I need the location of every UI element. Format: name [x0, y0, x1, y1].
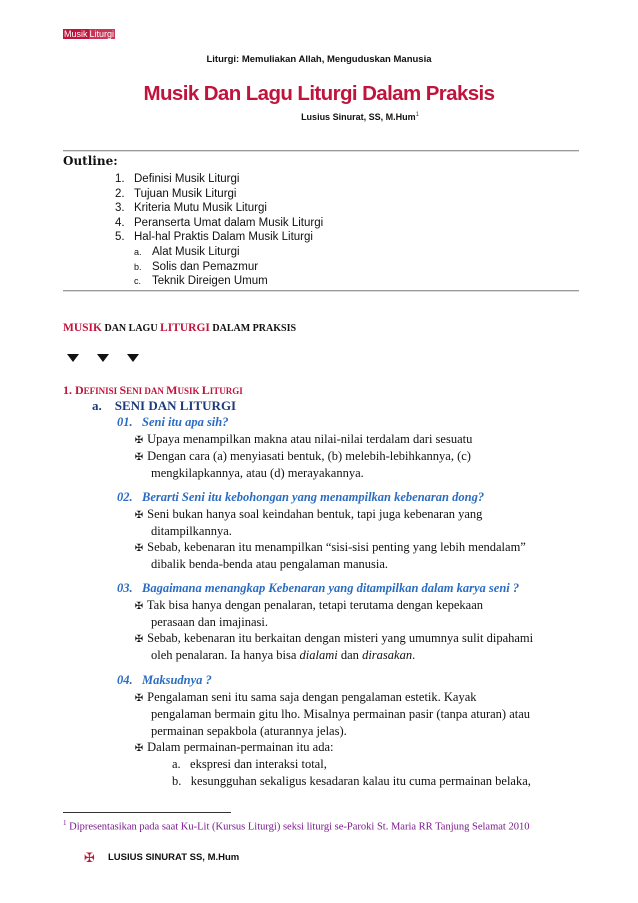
cross-bullet-icon: ✠: [134, 693, 144, 704]
cross-bullet-icon: ✠: [134, 543, 144, 554]
author-footnote-ref[interactable]: 1: [415, 112, 419, 118]
bullet-text: Dengan cara (a) menyiasati bentuk, (b) melebih-lebihkannya, (c): [147, 449, 471, 463]
cross-bullet-icon: ✠: [134, 743, 144, 754]
chapter-heading-part: USIK: [177, 386, 202, 396]
bullet-item: [134, 539, 526, 556]
chapter-heading-part: ITURGI: [209, 386, 243, 396]
bullet-item: [134, 739, 334, 756]
bullet-text: .: [412, 648, 416, 662]
outline-subitem-letter: b.: [134, 261, 142, 272]
outline-label: Outline:: [63, 154, 118, 168]
bullet-text: Dalam permainan-permainan itu ada:: [147, 740, 334, 754]
divider-top: [63, 150, 579, 152]
question-heading: 03. Bagaimana menangkap Kebenaran yang ditampilkan dalam karya seni ?: [117, 581, 520, 595]
cross-bullet-icon: ✠: [134, 452, 144, 463]
bullet-item: [134, 597, 483, 614]
running-title: Liturgi: Memuliakan Allah, Menguduskan Manusia: [206, 54, 432, 65]
footnote-separator: [63, 812, 231, 813]
outline-item-num: 5.: [115, 231, 125, 244]
chapter-heading-part: L: [201, 383, 210, 397]
chapter-heading-part: D: [75, 383, 84, 397]
outline-subitem-text: Alat Musik Liturgi: [152, 245, 240, 258]
outline-item-num: 2.: [115, 187, 125, 200]
outline-subitem: [115, 269, 323, 288]
cross-bullet-icon: ✠: [134, 601, 144, 612]
divider-bottom: [63, 290, 579, 292]
cross-bullet-icon: ✠: [134, 510, 144, 521]
header-tags: [63, 22, 115, 41]
sub-bullet-text: b. kesungguhan sekaligus kesadaran kalau itu cuma permainan belaka,: [172, 774, 531, 788]
sub-bullet-text: a. ekspresi dan interaksi total,: [172, 757, 327, 771]
outline-item: [115, 225, 323, 244]
outline-item-text: Peranserta Umat dalam Musik Liturgi: [134, 216, 324, 229]
bullet-text: perasaan dan imajinasi.: [151, 615, 268, 629]
question-heading: 04. Maksudnya ?: [117, 673, 212, 687]
subsection-heading: a. SENI DAN LITURGI: [92, 398, 237, 413]
outline-item-text: Hal-hal Praktis Dalam Musik Liturgi: [134, 231, 313, 244]
bullet-text: ditampilkannya.: [151, 524, 232, 538]
chapter-heading-part: S: [119, 383, 127, 397]
bullet-text: dibalik benda-benda atau pengalaman manusia.: [151, 557, 389, 571]
footnote-number: 1: [63, 819, 67, 827]
outline-subitem-letter: a.: [134, 246, 142, 257]
outline-subitem-text: Solis dan Pemazmur: [152, 260, 259, 273]
chapter-heading-part: ENI DAN: [126, 386, 167, 396]
footnote-text: Dipresentasikan pada saat Ku-Lit (Kursus Liturgi) seksi liturgi se-Paroki St. Maria RR Tanjung Selamat 2010: [66, 821, 530, 833]
section-heading-part: DALAM PRAKSIS: [209, 323, 297, 334]
section-heading: [63, 322, 296, 334]
bullet-text: Pengalaman seni itu sama saja dengan pengalaman estetik. Kayak: [147, 690, 477, 704]
header-tag-liturgi: Liturgi: [89, 29, 115, 39]
outline-item-text: Definisi Musik Liturgi: [134, 173, 240, 185]
bullet-text: permainan sepakbola (aturannya jelas).: [151, 724, 347, 738]
outline-item: [115, 167, 323, 185]
bullet-item: [134, 448, 471, 465]
chapter-heading: [63, 383, 243, 398]
bullet-text: Seni bukan hanya soal keindahan bentuk, tapi juga kebenaran yang: [147, 507, 483, 521]
chapter-number: 1.: [63, 383, 72, 397]
ornament-triangles: [67, 347, 139, 366]
bullet-text: Sebab, kebenaran itu berkaitan dengan misteri yang umumnya sulit dipahami: [147, 631, 534, 645]
outline-item-text: Tujuan Musik Liturgi: [134, 187, 237, 200]
bullet-text: mengkilapkannya, atau (d) merayakannya.: [151, 466, 364, 480]
footer-author: LUSIUS SINURAT SS, M.Hum: [108, 852, 240, 863]
outline-item: [115, 196, 323, 215]
page-title: Musik Dan Lagu Liturgi Dalam Praksis: [143, 82, 495, 105]
triangle-down-icon: [67, 354, 79, 362]
outline-subitem-text: Teknik Direigen Umum: [152, 275, 268, 288]
cross-bullet-icon: ✠: [134, 634, 144, 645]
section-heading-part: DAN LAGU: [101, 323, 161, 334]
outline-item-num: 1.: [115, 173, 125, 185]
outline-list: [115, 167, 324, 288]
chapter-heading-part: M: [166, 383, 178, 397]
emphasis-text: dialami: [299, 648, 338, 662]
outline-item-num: 3.: [115, 202, 125, 215]
outline-subitem-letter: c.: [134, 276, 142, 287]
bullet-text: dan: [337, 648, 363, 662]
bullet-item: [134, 630, 533, 647]
bullet-item: [134, 689, 477, 706]
outline-item-num: 4.: [115, 216, 125, 229]
triangle-down-icon: [97, 354, 109, 362]
section-heading-part: LITURGI: [160, 322, 210, 334]
bullet-text: pengalaman bermain gitu lho. Misalnya permainan pasir (tanpa aturan) atau: [151, 707, 531, 721]
author-name: Lusius Sinurat, SS, M.Hum: [301, 112, 416, 122]
outline-subitem: [115, 255, 323, 273]
question-heading: 01. Seni itu apa sih?: [117, 415, 229, 429]
bullet-text: oleh penalaran. Ia hanya bisa: [151, 648, 300, 662]
bullet-text: Upaya menampilkan makna atau nilai-nilai terdalam dari sesuatu: [147, 432, 473, 446]
chapter-heading-part: EFINISI: [83, 386, 120, 396]
header-tag-musik: Musik: [64, 29, 88, 39]
cross-bullet-icon: ✠: [134, 435, 144, 446]
section-heading-part: MUSIK: [63, 322, 102, 334]
outline-item: [115, 182, 323, 200]
bullet-text-mixed: [151, 647, 415, 664]
cross-logo-icon: ✠: [84, 851, 95, 866]
question-heading: 02. Berarti Seni itu kebohongan yang menampilkan kebenaran dong?: [117, 490, 485, 504]
author-line: [240, 112, 480, 122]
bullet-item: [134, 506, 482, 523]
outline-item-text: Kriteria Mutu Musik Liturgi: [134, 202, 267, 215]
footer: [84, 847, 239, 866]
footnote: [63, 819, 529, 833]
bullet-text: Tak bisa hanya dengan penalaran, tetapi terutama dengan kepekaan: [146, 598, 484, 612]
outline-item: [115, 211, 324, 229]
emphasis-text: dirasakan: [362, 648, 413, 662]
triangle-down-icon: [127, 354, 139, 362]
bullet-text: Sebab, kebenaran itu menampilkan “sisi-sisi penting yang lebih mendalam”: [147, 540, 526, 554]
bullet-item: [134, 431, 472, 448]
